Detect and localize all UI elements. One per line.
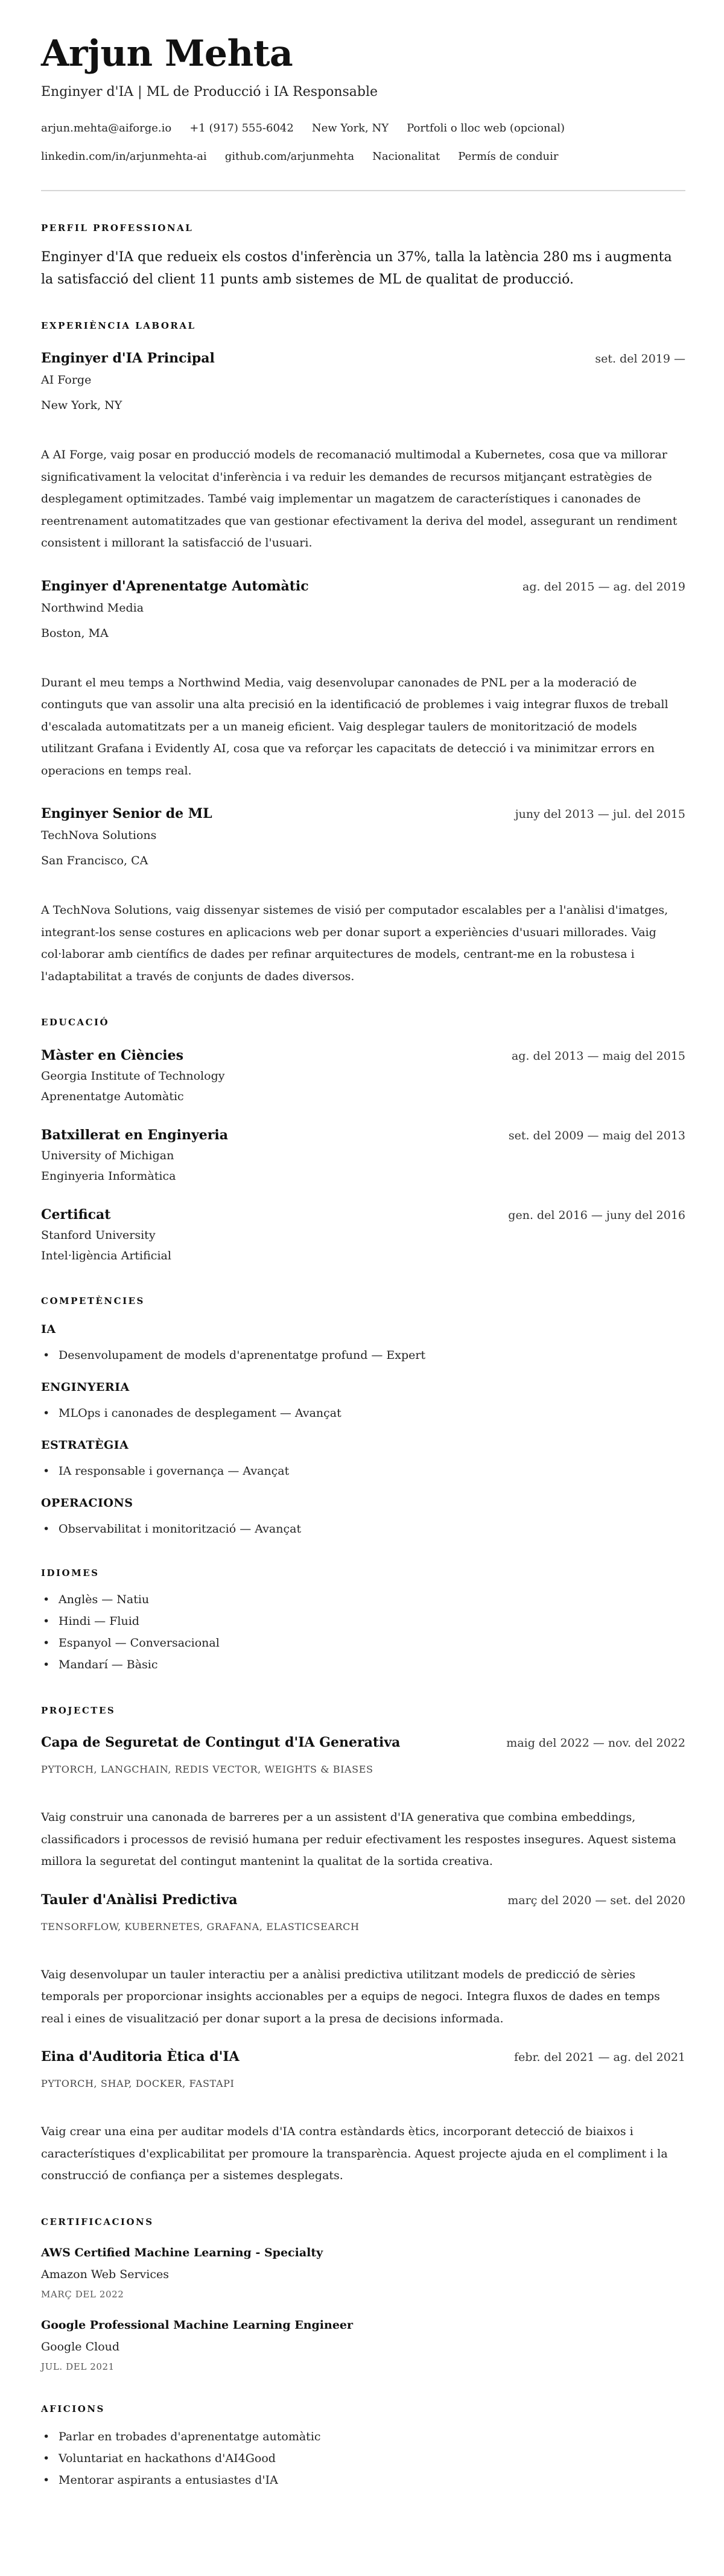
job-company: Northwind Media <box>41 601 144 615</box>
skill-item: • Desenvolupament de models d'aprenentatge profund — Expert <box>41 1346 685 1364</box>
section-title: IDIOMES <box>41 1568 100 1578</box>
skill-item: • Observabilitat i monitorització — Avançat <box>41 1520 685 1538</box>
language-item: • Espanyol — Conversacional <box>41 1632 685 1654</box>
section-title: EXPERIÈNCIA LABORAL <box>41 320 196 331</box>
project-description: Vaig desenvolupar un tauler interactiu per a anàlisi predictiva utilitzant models de predicció de sèries temporals per proporcionar insights accionables per a equips de negoci. Integra fluxos de dades en temps real i eines de visualització per donar suport a la presa de decisions informada. <box>41 1967 660 2025</box>
language-item: • Anglès — Natiu <box>41 1589 685 1610</box>
candidate-name: Arjun Mehta <box>41 33 293 75</box>
project-entry <box>41 2048 685 2187</box>
certification-name: AWS Certified Machine Learning - Specialty <box>41 2245 323 2259</box>
contact-portfolio[interactable]: Portfoli o lloc web (opcional) <box>407 122 565 134</box>
certification-issuer: Google Cloud <box>41 2340 120 2353</box>
skill-item: • IA responsable i governança — Avançat <box>41 1462 685 1480</box>
languages-section <box>41 1567 685 1676</box>
contact-email[interactable]: arjun.mehta@aiforge.io <box>41 122 172 134</box>
summary-text: Enginyer d'IA que redueix els costos d'inferència un 37%, talla la latència 280 ms i augmenta la satisfacció del client 11 punts amb sistemes de ML de qualitat de producció. <box>41 250 672 287</box>
project-date: maig del 2022 — nov. del 2022 <box>506 1736 685 1750</box>
field-of-study: Intel·ligència Artificial <box>41 1249 171 1262</box>
job-location: San Francisco, CA <box>41 854 148 867</box>
hobby-item: • Voluntariat en hackathons d'AI4Good <box>41 2448 685 2469</box>
field-of-study: Enginyeria Informàtica <box>41 1169 176 1183</box>
job-title: Enginyer d'Aprenentatge Automàtic <box>41 578 309 594</box>
skills-section <box>41 1295 685 1538</box>
job-entry <box>41 805 685 987</box>
education-entry <box>41 1126 685 1186</box>
section-title: CERTIFICACIONS <box>41 2216 154 2227</box>
section-title: COMPETÈNCIES <box>41 1296 145 1306</box>
project-title: Capa de Seguretat de Contingut d'IA Generativa <box>41 1735 401 1750</box>
skill-category: OPERACIONS <box>41 1496 133 1510</box>
school: Georgia Institute of Technology <box>41 1069 225 1083</box>
job-description: Durant el meu temps a Northwind Media, vaig desenvolupar canonades de PNL per a la moderació de continguts que van assolir una alta precisió en la identificació de problemes i vaig integrar fluxos de treball d'escalada automatitzats per a un maneig eficient. Vaig desplegar taulers de monitorització de models utilitzant Grafana i Evidently AI, cosa que va reforçar les capacitats de detecció i va minimitzar errors en operacions en temps real. <box>41 676 668 777</box>
education-entry <box>41 1206 685 1266</box>
contact-row <box>41 120 685 137</box>
job-title: Enginyer d'IA Principal <box>41 350 215 366</box>
experience-section <box>41 320 685 987</box>
job-date: ag. del 2015 — ag. del 2019 <box>522 580 685 593</box>
skill-group <box>41 1379 685 1422</box>
education-date: gen. del 2016 — juny del 2016 <box>508 1209 685 1222</box>
project-title: Tauler d'Anàlisi Predictiva <box>41 1891 238 1908</box>
skill-group <box>41 1495 685 1538</box>
project-date: febr. del 2021 — ag. del 2021 <box>514 2051 685 2064</box>
education-entry <box>41 1046 685 1107</box>
job-location: New York, NY <box>41 399 122 412</box>
skill-item: • MLOps i canonades de desplegament — Avançat <box>41 1404 685 1422</box>
job-description: A TechNova Solutions, vaig dissenyar sistemes de visió per computador escalables per a l'anàlisi d'imatges, integrant-los sense costures en aplicacions web per donar suport a experiències d'usuari millorades. Vaig col·laborar amb científics de dades per refinar arquitectures de models, centrant-me en la robustesa i l'adaptabilitat a través de conjunts de dades diversos. <box>41 903 668 983</box>
contact-github[interactable]: github.com/arjunmehta <box>224 150 355 163</box>
contact-driving-license: Permís de conduir <box>458 150 559 163</box>
project-entry <box>41 1733 685 1873</box>
project-tech-stack: TENSORFLOW, KUBERNETES, GRAFANA, ELASTICSEARCH <box>41 1920 360 1932</box>
school: University of Michigan <box>41 1149 174 1162</box>
certifications-section <box>41 2216 685 2374</box>
skill-category: ESTRATÈGIA <box>41 1438 129 1452</box>
section-title: EDUCACIÓ <box>41 1017 110 1028</box>
job-location: Boston, MA <box>41 626 109 640</box>
certification-name: Google Professional Machine Learning Engineer <box>41 2318 354 2332</box>
candidate-headline: Enginyer d'IA | ML de Producció i IA Responsable <box>41 84 378 100</box>
job-title: Enginyer Senior de ML <box>41 806 212 821</box>
language-item: • Mandarí — Bàsic <box>41 1654 685 1676</box>
project-description: Vaig construir una canonada de barreres per a un assistent d'IA generativa que combina embeddings, classificadors i processos de revisió humana per reduir efectivament les respostes insegures. Aquest sistema millora la seguretat del contingut mantenint la qualitat de la sortida creativa. <box>41 1811 676 1868</box>
skill-group <box>41 1437 685 1480</box>
contact-phone: +1 (917) 555-6042 <box>189 122 294 134</box>
job-company: TechNova Solutions <box>41 829 157 842</box>
contact-location: New York, NY <box>311 122 389 134</box>
hobbies-section <box>41 2403 685 2491</box>
job-company: AI Forge <box>41 373 92 387</box>
project-tech-stack: PYTORCH, SHAP, DOCKER, FASTAPI <box>41 2078 235 2089</box>
certification-entry <box>41 2244 685 2302</box>
summary-section <box>41 222 685 291</box>
resume-header <box>41 34 685 165</box>
certification-date: JUL. DEL 2021 <box>41 2361 115 2372</box>
school: Stanford University <box>41 1229 156 1242</box>
section-title: PERFIL PROFESSIONAL <box>41 223 194 233</box>
field-of-study: Aprenentatge Automàtic <box>41 1090 184 1103</box>
job-entry <box>41 577 685 782</box>
degree: Batxillerat en Enginyeria <box>41 1127 228 1143</box>
project-date: març del 2020 — set. del 2020 <box>507 1893 685 1907</box>
contact-info <box>41 120 685 165</box>
degree: Màster en Ciències <box>41 1048 184 1063</box>
project-description: Vaig crear una eina per auditar models d'IA contra estàndards ètics, incorporant detecció de biaixos i característiques d'explicabilitat per promoure la transparència. Aquest projecte ajuda en el compliment i la construcció de confiança per a sistemes desplegats. <box>41 2125 668 2182</box>
section-title: AFICIONS <box>41 2403 105 2414</box>
education-date: set. del 2009 — maig del 2013 <box>508 1129 685 1142</box>
contact-nationality: Nacionalitat <box>372 150 440 163</box>
section-title: PROJECTES <box>41 1705 116 1716</box>
project-entry <box>41 1891 685 2030</box>
contact-linkedin[interactable]: linkedin.com/in/arjunmehta-ai <box>41 150 207 163</box>
skill-category: ENGINYERIA <box>41 1381 130 1394</box>
skill-group <box>41 1321 685 1364</box>
language-item: • Hindi — Fluid <box>41 1610 685 1632</box>
contact-row <box>41 148 685 165</box>
project-tech-stack: PYTORCH, LANGCHAIN, REDIS VECTOR, WEIGHTS & BIASES <box>41 1764 373 1775</box>
job-description: A AI Forge, vaig posar en producció models de recomanació multimodal a Kubernetes, cosa que va millorar significativament la velocitat d'inferència i va reduir les demandes de recursos mitjançant estratègies de desplegament optimitzades. També vaig implementar un magatzem de característiques i canonades de reentrenament automatitzades que van gestionar efectivament la deriva del model, assegurant un rendiment consistent i millorant la satisfacció de l'usuari. <box>41 448 678 549</box>
skill-category: IA <box>41 1323 56 1336</box>
degree: Certificat <box>41 1207 111 1223</box>
hobby-item: • Mentorar aspirants a entusiastes d'IA <box>41 2469 685 2491</box>
projects-section <box>41 1704 685 2187</box>
job-date: juny del 2013 — jul. del 2015 <box>515 808 685 821</box>
job-date: set. del 2019 — <box>595 352 685 366</box>
certification-issuer: Amazon Web Services <box>41 2267 170 2281</box>
job-entry <box>41 349 685 554</box>
header-divider <box>41 190 685 191</box>
project-title: Eina d'Auditoria Ètica d'IA <box>41 2049 240 2065</box>
education-date: ag. del 2013 — maig del 2015 <box>511 1049 685 1063</box>
certification-entry <box>41 2317 685 2374</box>
certification-date: MARÇ DEL 2022 <box>41 2288 124 2300</box>
education-section <box>41 1016 685 1266</box>
hobby-item: • Parlar en trobades d'aprenentatge automàtic <box>41 2426 685 2448</box>
